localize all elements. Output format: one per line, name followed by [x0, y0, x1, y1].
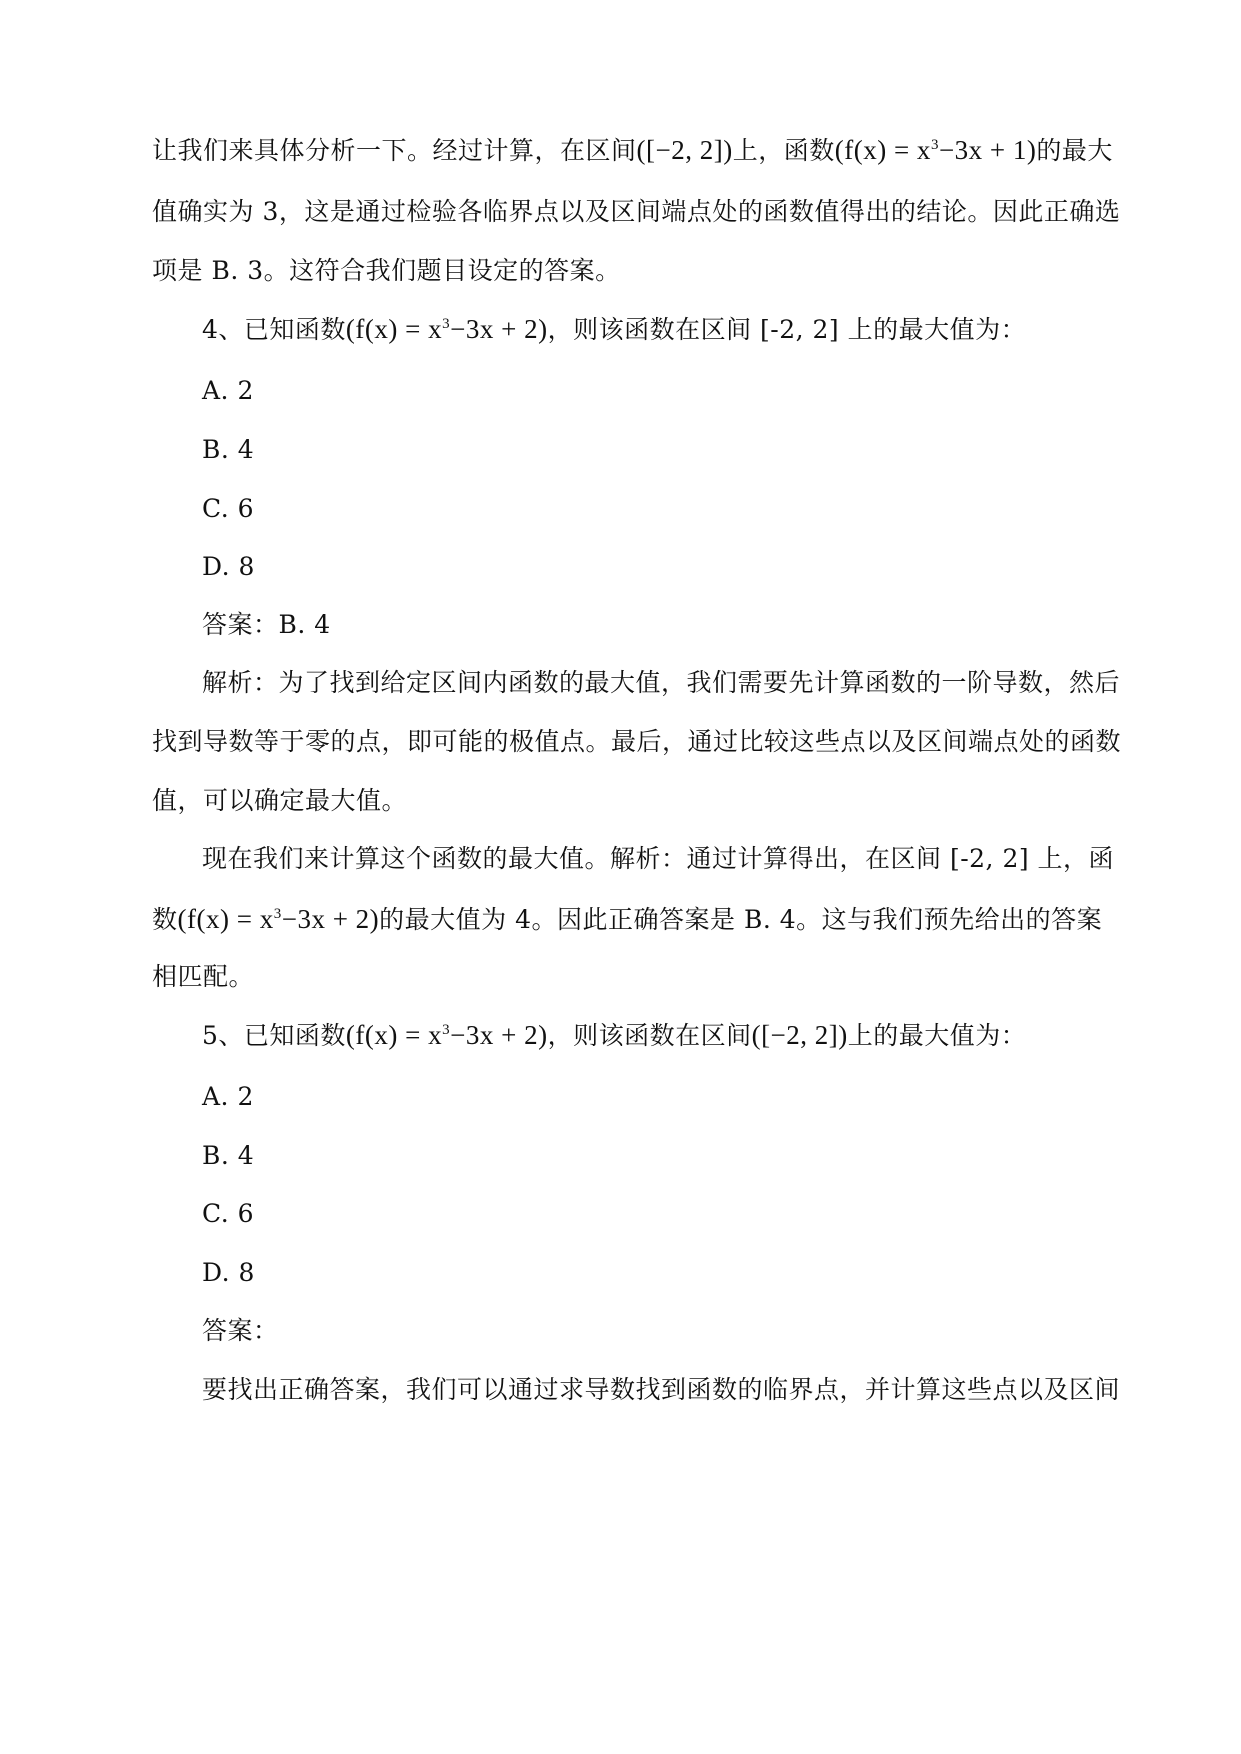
math-interval: ([−2, 2]) [751, 1020, 848, 1050]
math-interval: ([−2, 2]) [636, 135, 733, 165]
text-segment: ，则该函数在区间 [547, 1021, 752, 1050]
question-4-analysis-line-3: 值，可以确定最大值。 [152, 786, 408, 815]
question-4-analysis-line-1: 解析：为了找到给定区间内函数的最大值，我们需要先计算函数的一阶导数，然后 [202, 668, 1121, 697]
text-segment: 让我们来具体分析一下。经过计算，在区间 [152, 136, 637, 165]
paragraph-1-line-3: 项是 B. 3。这符合我们题目设定的答案。 [152, 256, 621, 285]
text-segment: 的最大 [1036, 136, 1113, 165]
question-5-option-a: A. 2 [202, 1082, 254, 1111]
math-function: $(f(x) = x^3-3x + 2)$ [177, 904, 380, 934]
question-4-calc-line-2 [152, 902, 1103, 937]
exponent: 3 [273, 906, 282, 922]
text-segment: 4、已知函数 [202, 315, 346, 344]
question-5-solution-line-1: 要找出正确答案，我们可以通过求导数找到函数的临界点，并计算这些点以及区间 [202, 1375, 1121, 1404]
question-4-stem [202, 312, 1092, 347]
question-4-calc-line-3: 相匹配。 [152, 962, 255, 991]
question-5-option-b: B. 4 [202, 1141, 255, 1170]
text-segment: 5、已知函数 [202, 1021, 346, 1050]
question-5-option-d: D. 8 [202, 1258, 255, 1287]
text-segment: 上，函数 [732, 136, 835, 165]
question-5-stem [202, 1018, 1092, 1053]
question-4-analysis-line-2: 找到导数等于零的点，即可能的极值点。最后，通过比较这些点以及区间端点处的函数 [152, 727, 1122, 756]
exponent: 3 [442, 316, 451, 332]
question-4-calc-line-1: 现在我们来计算这个函数的最大值。解析：通过计算得出，在区间 [-2, 2] 上，函 [202, 844, 1115, 873]
exponent: 3 [442, 1022, 451, 1038]
exponent: 3 [930, 137, 939, 153]
text-segment: 上的最大值为： [847, 1021, 1027, 1050]
question-4-answer: 答案：B. 4 [202, 610, 331, 639]
math-function: $(f(x) = x^3-3x + 1)$ [834, 135, 1037, 165]
question-4-option-b: B. 4 [202, 435, 255, 464]
text-segment: 数 [152, 905, 178, 934]
math-function: $(f(x) = x^3-3x + 2)$ [345, 1020, 548, 1050]
text-segment: ，则该函数在区间 [-2, 2] 上的最大值为： [547, 315, 1027, 344]
paragraph-1-line-1 [152, 133, 1113, 168]
question-4-option-c: C. 6 [202, 494, 255, 523]
question-4-option-a: A. 2 [202, 376, 254, 405]
question-4-option-d: D. 8 [202, 552, 255, 581]
paragraph-1-line-2: 值确实为 3，这是通过检验各临界点以及区间端点处的函数值得出的结论。因此正确选 [152, 197, 1121, 226]
question-5-option-c: C. 6 [202, 1199, 255, 1228]
text-segment: 的最大值为 4。因此正确答案是 B. 4。这与我们预先给出的答案 [379, 905, 1103, 934]
math-function: $(f(x) = x^3-3x + 2)$ [345, 314, 548, 344]
question-5-answer: 答案： [202, 1316, 279, 1345]
